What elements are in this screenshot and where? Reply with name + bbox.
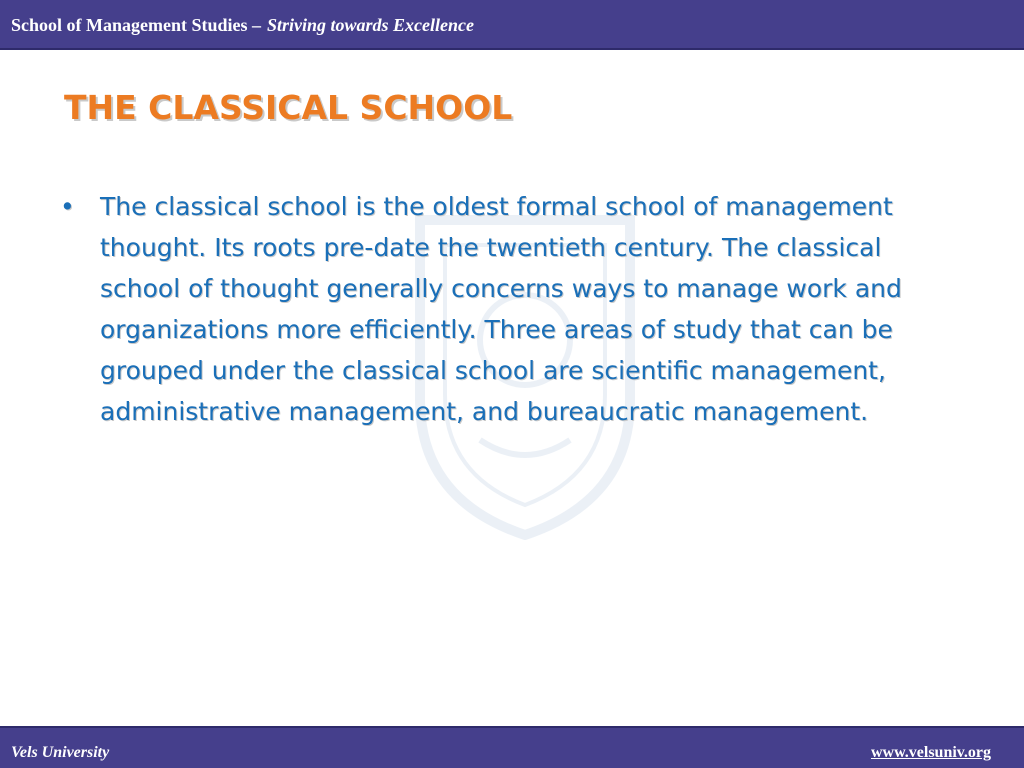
footer-bar bbox=[0, 726, 1024, 768]
header-org-name: School of Management Studies – bbox=[11, 15, 262, 35]
header-tagline: Striving towards Excellence bbox=[267, 15, 475, 35]
website-link[interactable]: www.velsuniv.org bbox=[870, 744, 991, 761]
list-item bbox=[60, 186, 960, 432]
slide-title: THE CLASSICAL SCHOOL bbox=[64, 88, 513, 127]
header-bar bbox=[0, 0, 1024, 50]
bullet-list bbox=[60, 186, 960, 432]
footer-university-name: Vels University bbox=[11, 744, 110, 761]
bullet-icon: • bbox=[60, 192, 75, 221]
bullet-text: The classical school is the oldest formal school of management thought. Its roots pre-date the twentieth century. The classical school of thought generally concerns ways to manage work and organizations more efficiently. Three areas of study that can be grouped under the classical school are scientific management, administrative management, and bureaucratic management. bbox=[100, 192, 902, 426]
